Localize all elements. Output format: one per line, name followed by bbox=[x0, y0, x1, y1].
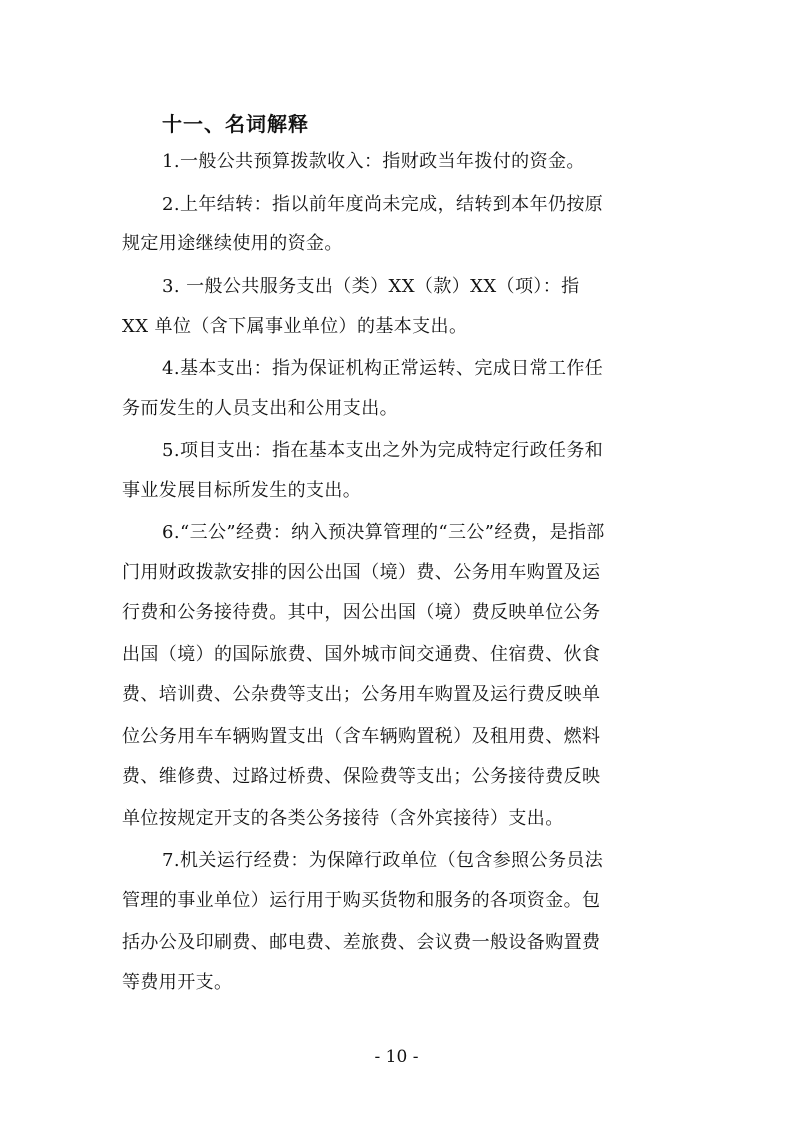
definition-6-line-4: 出国（境）的国际旅费、国外城市间交通费、住宿费、伙食 bbox=[122, 644, 601, 665]
definition-6-line-2: 门用财政拨款安排的因公出国（境）费、公务用车购置及运 bbox=[122, 562, 601, 583]
definition-4-line-2: 务而发生的人员支出和公用支出。 bbox=[122, 398, 398, 419]
definition-7-line-3: 括办公及印刷费、邮电费、差旅费、会议费一般设备购置费 bbox=[122, 932, 601, 953]
definition-2-line-2: 规定用途继续使用的资金。 bbox=[122, 233, 343, 254]
definition-2-line-1: 2.上年结转：指以前年度尚未完成，结转到本年仍按原 bbox=[162, 194, 604, 215]
definition-3-line-2: XX 单位（含下属事业单位）的基本支出。 bbox=[122, 316, 468, 337]
definition-6-line-8: 单位按规定开支的各类公务接待（含外宾接待）支出。 bbox=[122, 808, 564, 829]
definition-5-line-2: 事业发展目标所发生的支出。 bbox=[122, 480, 362, 501]
page-number: - 10 - bbox=[374, 1047, 419, 1067]
definition-6-line-1: 6.“三公”经费：纳入预决算管理的“三公”经费，是指部 bbox=[162, 522, 605, 543]
definition-6-line-6: 位公务用车车辆购置支出（含车辆购置税）及租用费、燃料 bbox=[122, 726, 601, 747]
definition-3-line-1: 3. 一般公共服务支出（类）XX（款）XX（项）：指 bbox=[162, 276, 580, 297]
definition-5-line-1: 5.项目支出：指在基本支出之外为完成特定行政任务和 bbox=[162, 440, 604, 461]
definition-7-line-4: 等费用开支。 bbox=[122, 972, 233, 993]
definition-7-line-2: 管理的事业单位）运行用于购买货物和服务的各项资金。包 bbox=[122, 890, 601, 911]
definition-6-line-5: 费、培训费、公杂费等支出；公务用车购置及运行费反映单 bbox=[122, 684, 601, 705]
definition-6-line-7: 费、维修费、过路过桥费、保险费等支出；公务接待费反映 bbox=[122, 766, 601, 787]
definition-6-line-3: 行费和公务接待费。其中，因公出国（境）费反映单位公务 bbox=[122, 602, 601, 623]
definition-7-line-1: 7.机关运行经费：为保障行政单位（包含参照公务员法 bbox=[162, 850, 604, 871]
definition-4-line-1: 4.基本支出：指为保证机构正常运转、完成日常工作任 bbox=[162, 358, 604, 379]
definition-1-line-1: 1.一般公共预算拨款收入：指财政当年拨付的资金。 bbox=[162, 151, 585, 172]
section-heading: 十一、名词解释 bbox=[162, 112, 309, 136]
